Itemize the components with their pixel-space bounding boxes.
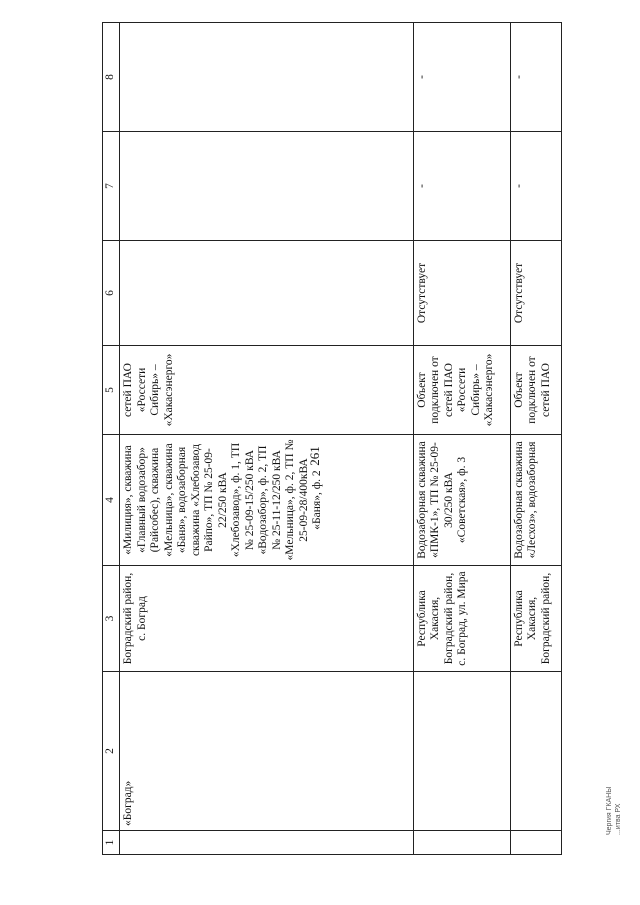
cell-r3-c3: Республика Хакасия, Боградский район, (510, 566, 561, 672)
header-col-1: 1 (103, 831, 120, 855)
rotated-table-wrapper (102, 74, 562, 855)
table-row (510, 23, 561, 855)
header-col-5: 5 (103, 346, 120, 435)
footer-stamp (605, 787, 623, 835)
cell-r2-c8: - (413, 23, 510, 132)
header-col-6: 6 (103, 241, 120, 346)
cell-r3-c6: Отсутствует (510, 241, 561, 346)
data-table (102, 22, 562, 855)
cell-r1-c5: сетей ПАО «Россети Сибирь» – «Хакасэнерго» (120, 346, 414, 435)
cell-r3-c4: Водозаборная скважина «Лесхоз», водозаборная (510, 435, 561, 566)
table-header-row (103, 23, 120, 855)
page-number: 261 (307, 446, 322, 466)
cell-r1-c4: «Милиция», скважина «Главный водозабор» (Райсобес), скважина «Мельница», скважина «Баня», водозаборная скважина «Хлебозавод Райпо», ТП № 25-09-22/250 кВА «Хлебозавод», ф. 1, ТП № 25-09-15/250 кВА «Водозабор», ф. 2, ТП № 25-11-12/250 кВА «Мельница», ф. 2, ТП № 25-09-28/400кВА «Баня», ф. 2 (120, 435, 414, 566)
cell-r1-c6 (120, 241, 414, 346)
cell-r1-c8 (120, 23, 414, 132)
table-row (413, 23, 510, 855)
cell-r2-c2 (413, 672, 510, 831)
cell-r3-c2 (510, 672, 561, 831)
cell-r2-c7: - (413, 132, 510, 241)
cell-r2-c4: Водозаборная скважина «ПМК-1», ТП № 25-09-30/250 кВА «Советская», ф. 3 (413, 435, 510, 566)
cell-r3-c7: - (510, 132, 561, 241)
cell-r1-c1 (120, 831, 414, 855)
header-col-4: 4 (103, 435, 120, 566)
cell-r3-c1 (510, 831, 561, 855)
cell-r2-c1 (413, 831, 510, 855)
header-col-2: 2 (103, 672, 120, 831)
table-row (120, 23, 414, 855)
cell-r3-c5: Объект подключен от сетей ПАО (510, 346, 561, 435)
header-col-8: 8 (103, 23, 120, 132)
cell-r1-c7 (120, 132, 414, 241)
cell-r2-c5: Объект подключен от сетей ПАО «Россети Сибирь» – «Хакасэнерго» (413, 346, 510, 435)
cell-r1-c3: Боградский район, с. Боград (120, 566, 414, 672)
footer-line-2: ...итва РХ (615, 803, 622, 835)
cell-r3-c8: - (510, 23, 561, 132)
cell-r2-c3: Республика Хакасия, Боградский район, с. Боград, ул. Мира (413, 566, 510, 672)
cell-r1-c2: «Боград» (120, 672, 414, 831)
header-col-3: 3 (103, 566, 120, 672)
cell-r2-c6: Отсутствует (413, 241, 510, 346)
header-col-7: 7 (103, 132, 120, 241)
footer-line-1: Чергия ГКАНЫ (606, 786, 613, 835)
